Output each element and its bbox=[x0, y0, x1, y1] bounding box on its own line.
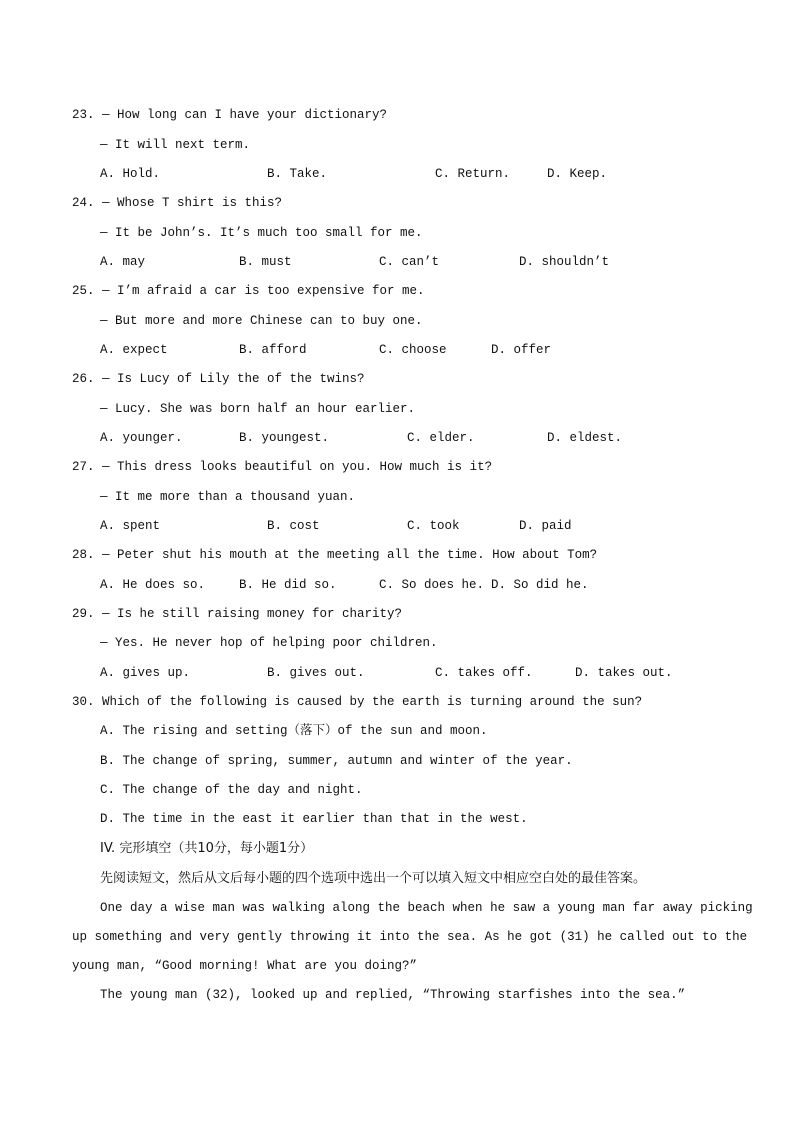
option-29-a: A. gives up. bbox=[100, 666, 191, 680]
option-27-c: C. took bbox=[407, 519, 460, 533]
option-28-d: D. So did he. bbox=[491, 578, 589, 592]
option-26-a: A. younger. bbox=[100, 431, 183, 445]
option-30-a: A. The rising and setting（落下）of the sun and moon. bbox=[100, 724, 488, 738]
section-instruction: 先阅读短文，然后从文后每小题的四个选项中选出一个可以填入短文中相应空白处的最佳答案。 bbox=[100, 871, 647, 886]
answer-line-29: — Yes. He never hop of helping poor children. bbox=[100, 636, 438, 650]
option-26-d: D. eldest. bbox=[547, 431, 623, 445]
option-27-b: B. cost bbox=[267, 519, 320, 533]
option-25-c: C. choose bbox=[379, 343, 447, 357]
passage-line: The young man (32), looked up and replied, “Throwing starfishes into the sea.” bbox=[100, 988, 686, 1002]
option-27-a: A. spent bbox=[100, 519, 161, 533]
option-23-c: C. Return. bbox=[435, 167, 511, 181]
option-23-b: B. Take. bbox=[267, 167, 328, 181]
option-28-c: C. So does he. bbox=[379, 578, 485, 592]
answer-line-24: — It be John’s. It’s much too small for me. bbox=[100, 226, 423, 240]
answer-line-25: — But more and more Chinese can to buy one. bbox=[100, 314, 423, 328]
option-24-b: B. must bbox=[239, 255, 292, 269]
option-27-d: D. paid bbox=[519, 519, 572, 533]
passage-line: young man, “Good morning! What are you doing?” bbox=[72, 959, 418, 973]
question-23: 23. — How long can I have your dictionary? bbox=[72, 108, 388, 122]
question-24: 24. — Whose T shirt is this? bbox=[72, 196, 283, 210]
option-29-c: C. takes off. bbox=[435, 666, 533, 680]
passage-line: up something and very gently throwing it into the sea. As he got (31) he called out to the bbox=[72, 930, 748, 944]
option-23-d: D. Keep. bbox=[547, 167, 608, 181]
option-25-b: B. afford bbox=[239, 343, 307, 357]
question-30: 30. Which of the following is caused by the earth is turning around the sun? bbox=[72, 695, 643, 709]
option-23-a: A. Hold. bbox=[100, 167, 161, 181]
option-25-a: A. expect bbox=[100, 343, 168, 357]
answer-line-27: — It me more than a thousand yuan. bbox=[100, 490, 356, 504]
option-29-b: B. gives out. bbox=[267, 666, 365, 680]
option-26-c: C. elder. bbox=[407, 431, 475, 445]
option-24-a: A. may bbox=[100, 255, 146, 269]
option-30-d: D. The time in the east it earlier than that in the west. bbox=[100, 812, 528, 826]
question-26: 26. — Is Lucy of Lily the of the twins? bbox=[72, 372, 365, 386]
option-24-c: C. can’t bbox=[379, 255, 440, 269]
passage-line: One day a wise man was walking along the beach when he saw a young man far away picking bbox=[100, 901, 753, 915]
option-28-b: B. He did so. bbox=[239, 578, 337, 592]
option-24-d: D. shouldn’t bbox=[519, 255, 610, 269]
option-25-d: D. offer bbox=[491, 343, 552, 357]
question-28: 28. — Peter shut his mouth at the meeting all the time. How about Tom? bbox=[72, 548, 598, 562]
section-heading: IV. 完形填空（共10分，每小题1分） bbox=[100, 841, 314, 856]
option-30-c: C. The change of the day and night. bbox=[100, 783, 363, 797]
question-25: 25. — I’m afraid a car is too expensive for me. bbox=[72, 284, 425, 298]
answer-line-23: — It will next term. bbox=[100, 138, 251, 152]
option-30-b: B. The change of spring, summer, autumn and winter of the year. bbox=[100, 754, 573, 768]
question-29: 29. — Is he still raising money for charity? bbox=[72, 607, 403, 621]
option-26-b: B. youngest. bbox=[239, 431, 330, 445]
question-27: 27. — This dress looks beautiful on you. How much is it? bbox=[72, 460, 493, 474]
answer-line-26: — Lucy. She was born half an hour earlier. bbox=[100, 402, 416, 416]
option-28-a: A. He does so. bbox=[100, 578, 206, 592]
option-29-d: D. takes out. bbox=[575, 666, 673, 680]
